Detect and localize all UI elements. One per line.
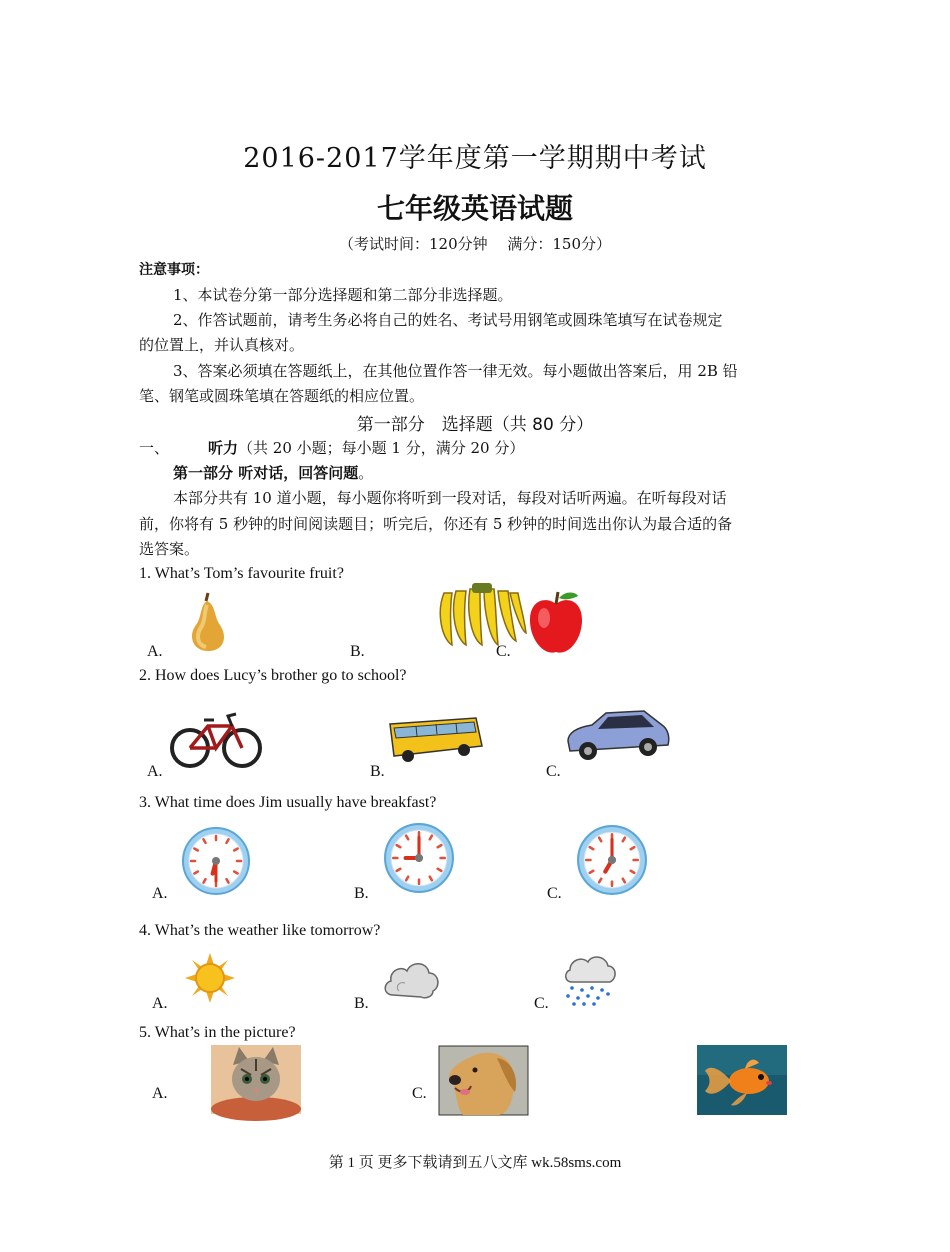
question-5: 5. What’s in the picture?: [139, 1024, 296, 1041]
exam-info: （考试时间：120分钟 满分：150分）: [338, 235, 612, 253]
question-1: 1. What’s Tom’s favourite fruit?: [139, 565, 344, 582]
sun-icon: [185, 953, 235, 1003]
notes-item-2-line-1: 2、作答试题前，请考生务必将自己的姓名、考试号用钢笔或圆珠笔填写在试卷规定: [173, 311, 723, 329]
notes-item-2-line-2: 的位置上，并认真核对。: [139, 336, 305, 354]
sub-heading-label: 第一部分 听对话，回答问题: [173, 464, 359, 482]
apple-icon: [526, 590, 586, 656]
q2-option-a: A.: [147, 763, 163, 780]
q5-option-a: A.: [152, 1085, 168, 1102]
q3-option-c: C.: [547, 885, 562, 902]
clock-icon: [181, 826, 251, 896]
question-2: 2. How does Lucy’s brother go to school?: [139, 667, 407, 684]
q1-option-b: B.: [350, 643, 365, 660]
section-detail: （共 20 小题；每小题 1 分，满分 20 分）: [238, 439, 525, 457]
exam-subtitle: 七年级英语试题: [376, 192, 573, 225]
instruction-line-2: 前，你将有 5 秒钟的时间阅读题目；听完后，你还有 5 秒钟的时间选出你认为最合适的备: [139, 515, 733, 533]
notes-item-3-line-2: 笔、钢笔或圆珠笔填在答题纸的相应位置。: [139, 387, 425, 405]
banana-icon: [436, 583, 528, 649]
car-icon: [566, 707, 670, 763]
q1-option-a: A.: [147, 643, 163, 660]
rain-icon: [562, 952, 618, 1006]
section-name: 听力: [208, 439, 239, 457]
clock-icon: [576, 824, 648, 896]
notes-heading: 注意事项：: [139, 262, 209, 278]
section-title: [208, 436, 524, 461]
dog-photo: [439, 1046, 528, 1115]
notes-item-1: 1、本试卷分第一部分选择题和第二部分非选择题。: [173, 286, 513, 304]
q4-option-c: C.: [534, 995, 549, 1012]
part-heading: 第一部分 选择题（共 80 分）: [356, 415, 594, 435]
page-footer: 第 1 页 更多下载请到五八文库 wk.58sms.com: [328, 1155, 622, 1171]
question-3: 3. What time does Jim usually have breakfast?: [139, 794, 437, 811]
goldfish-photo: [697, 1045, 787, 1115]
exam-title: 2016-2017学年度第一学期期中考试: [243, 143, 707, 174]
bus-icon: [386, 716, 484, 764]
pear-icon: [182, 593, 232, 653]
q3-option-a: A.: [152, 885, 168, 902]
clock-icon: [383, 822, 455, 894]
cloud-icon: [381, 955, 441, 1001]
q4-option-b: B.: [354, 995, 369, 1012]
q5-option-c: C.: [412, 1085, 427, 1102]
q2-option-b: B.: [370, 763, 385, 780]
q1-option-c: C.: [496, 643, 511, 660]
sub-heading: [173, 461, 373, 486]
cat-photo: [211, 1045, 301, 1114]
q2-option-c: C.: [546, 763, 561, 780]
instruction-line-1: 本部分共有 10 道小题，每小题你将听到一段对话，每段对话听两遍。在听每段对话: [173, 489, 727, 507]
sub-heading-end: 。: [358, 464, 374, 482]
question-4: 4. What’s the weather like tomorrow?: [139, 922, 381, 939]
notes-item-3-line-1: 3、答案必须填在答题纸上，在其他位置作答一律无效。每小题做出答案后，用 2B 铅: [173, 362, 738, 380]
q3-option-b: B.: [354, 885, 369, 902]
q4-option-a: A.: [152, 995, 168, 1012]
bicycle-icon: [170, 710, 262, 770]
instruction-line-3: 选答案。: [139, 540, 200, 558]
section-number: 一、: [139, 439, 170, 457]
